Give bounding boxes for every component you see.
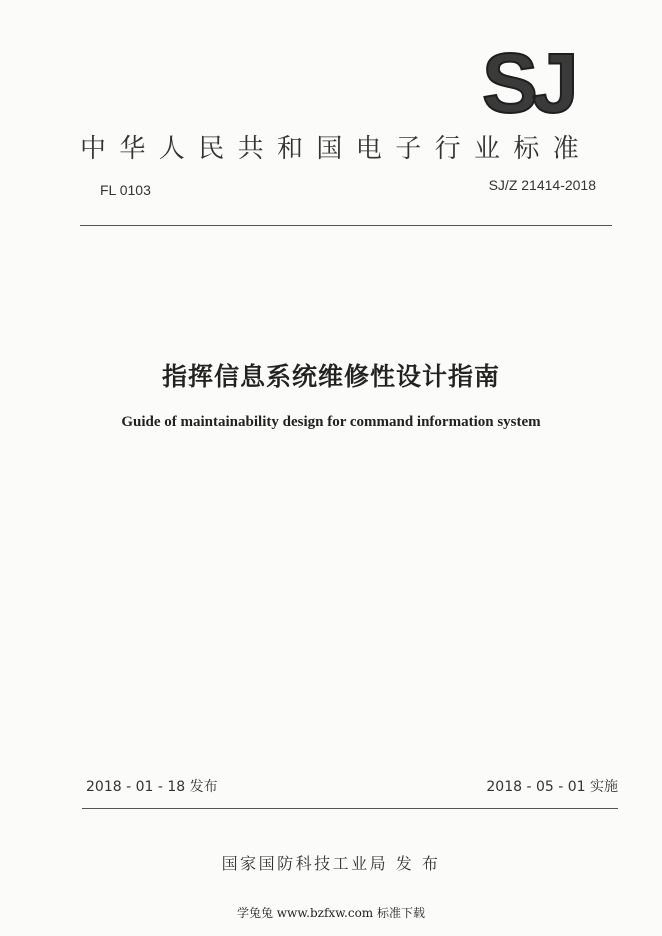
publish-date: 2018 - 01 - 18 发布 — [86, 779, 218, 795]
issuing-authority: 国家国防科技工业局 发 布 — [221, 854, 441, 873]
effective-date: 2018 - 05 - 01 实施 — [486, 779, 618, 795]
document-title-chinese: 指挥信息系统维修性设计指南 — [161, 362, 500, 391]
document-title-english: Guide of maintainability design for command information system — [121, 414, 541, 430]
footer-divider — [82, 808, 618, 809]
organization-title: 中华人民共和国电子行业标准 — [80, 134, 593, 164]
sj-logo — [480, 46, 584, 118]
svg-text:SJ: SJ — [482, 46, 573, 118]
source-footer: 学兔兔 www.bzfxw.com 标准下载 — [236, 906, 426, 920]
header-divider — [80, 225, 612, 226]
classification-code: FL 0103 — [100, 182, 151, 198]
standard-number: SJ/Z 21414-2018 — [488, 177, 596, 193]
